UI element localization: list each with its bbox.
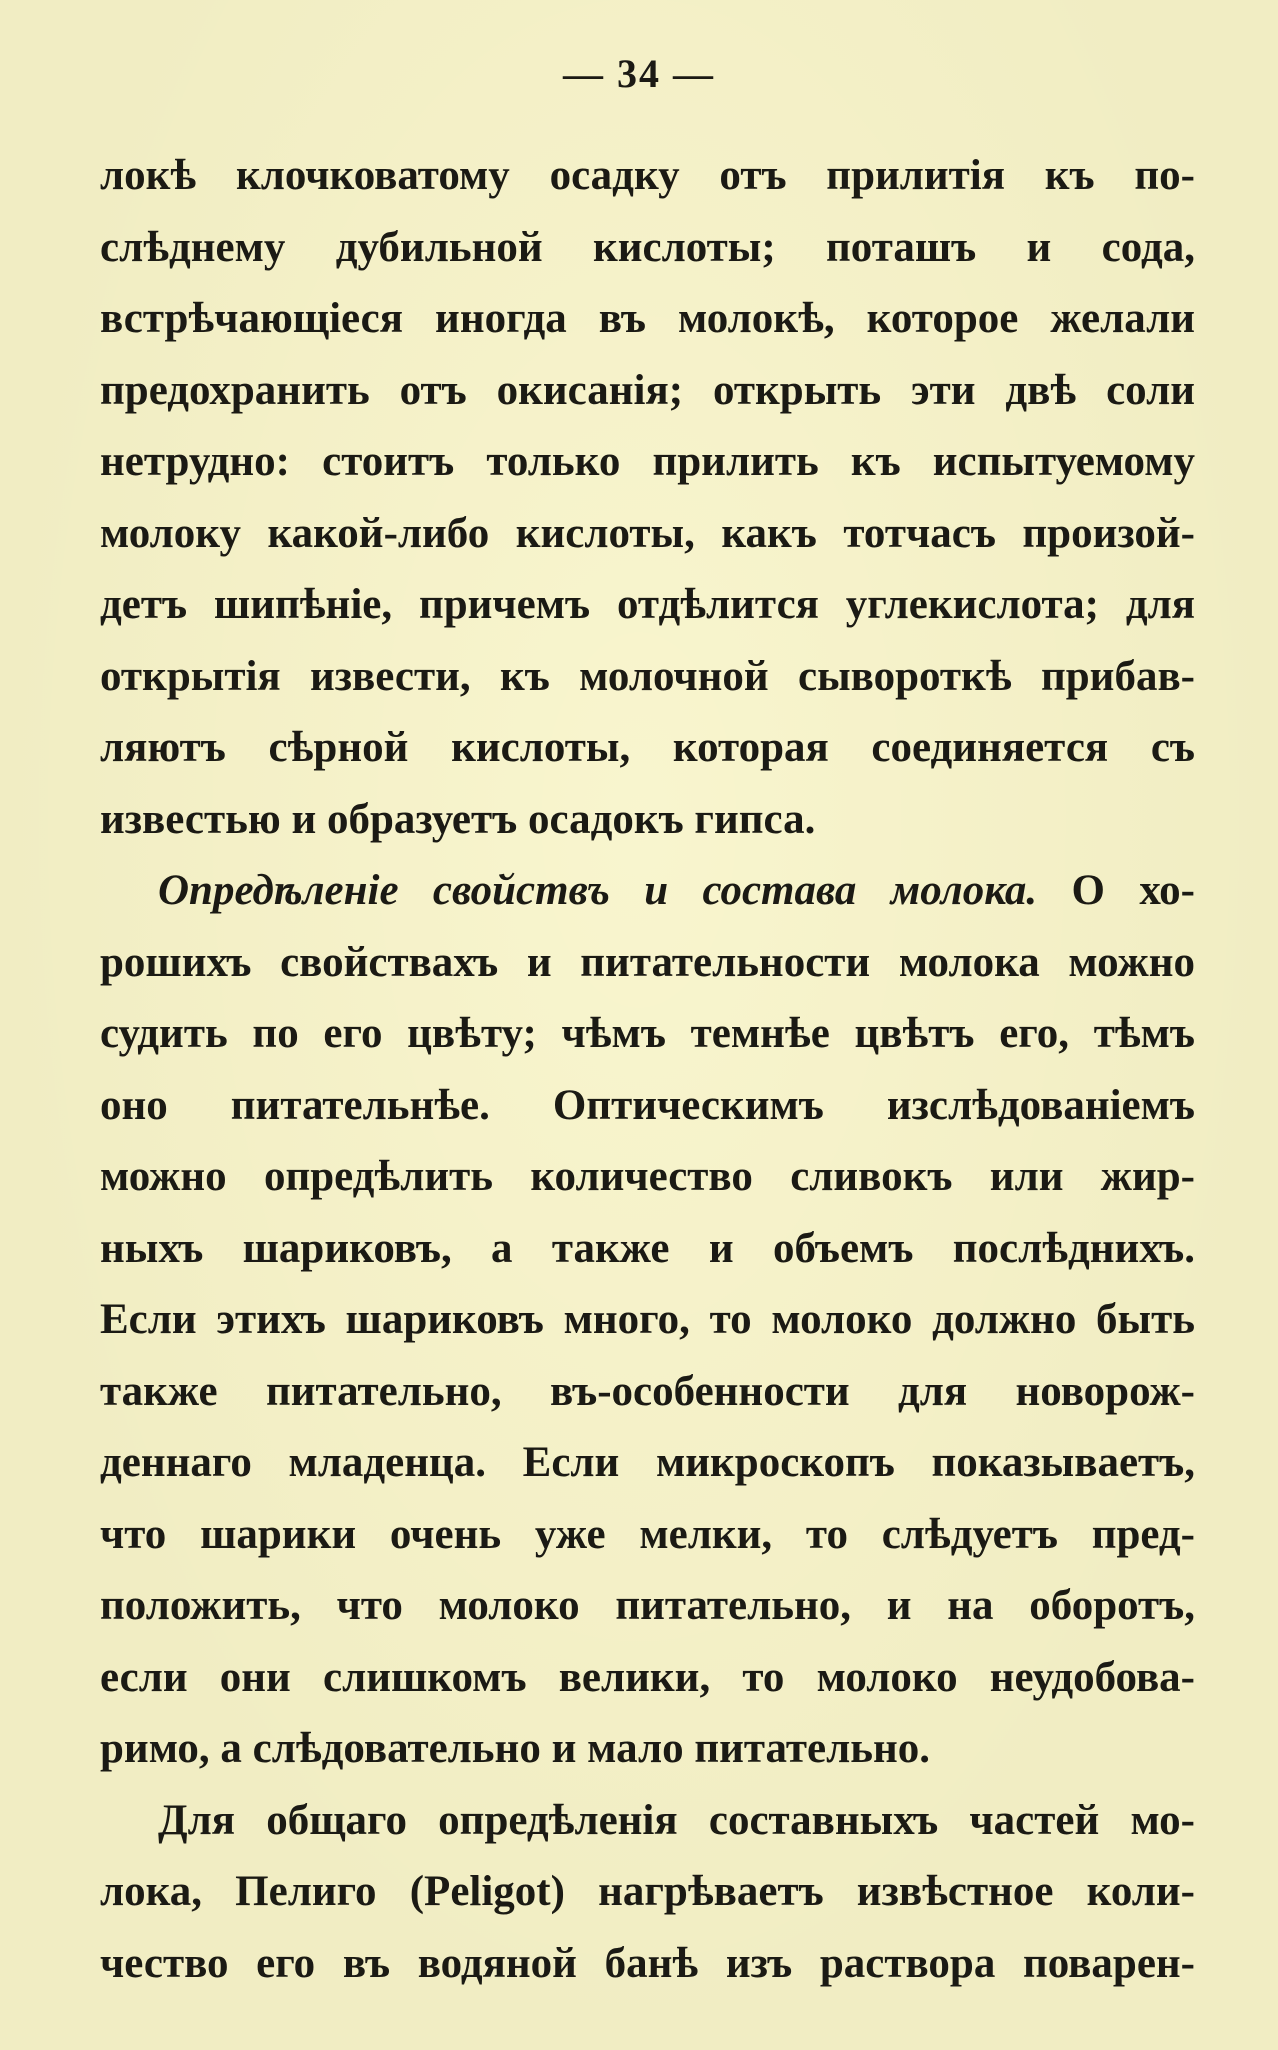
text-line: можно опредѣлить количество сливокъ или жир-: [100, 1153, 1195, 1200]
text-line: ныхъ шариковъ, а также и объемъ послѣднихъ.: [100, 1224, 1195, 1272]
text-line: встрѣчающіеся иногда въ молокѣ, которое желали: [100, 295, 1195, 342]
section-heading: Опредѣленіе свойствъ и состава молока.: [158, 867, 1038, 914]
heading-line-rest: О хо-: [1071, 867, 1195, 914]
text-line: нетрудно: стоитъ только прилить къ испытуемому: [100, 438, 1195, 485]
text-line: римо, а слѣдовательно и мало питательно.: [100, 1725, 931, 1772]
text-line: Если этихъ шариковъ много, то молоко должно быть: [100, 1296, 1195, 1343]
text-line: лока, Пелиго (Peligot) нагрѣваетъ извѣстное коли-: [100, 1868, 1195, 1915]
text-line: если они слишкомъ велики, то молоко неудобова-: [100, 1653, 1195, 1701]
text-line: оно питательнѣе. Оптическимъ изслѣдованіемъ: [100, 1081, 1195, 1129]
text-line: Для общаго опредѣленія составныхъ частей мо-: [158, 1796, 1195, 1844]
text-line: предохранить отъ окисанія; открыть эти двѣ соли: [100, 366, 1195, 414]
text-line: также питательно, въ-особенности для новорож-: [100, 1367, 1195, 1415]
body-text: [100, 140, 1195, 1999]
text-line: судить по его цвѣту; чѣмъ темнѣе цвѣтъ его, тѣмъ: [100, 1010, 1195, 1057]
paragraph-heading-line: [100, 855, 1195, 927]
text-line: слѣднему дубильной кислоты; поташъ и сода,: [100, 223, 1195, 271]
text-line: локѣ клочковатому осадку отъ прилитія къ по-: [100, 152, 1195, 199]
text-line: детъ шипѣніе, причемъ отдѣлится углекислота; для: [100, 581, 1195, 628]
text-line: что шарики очень уже мелки, то слѣдуетъ пред-: [100, 1510, 1195, 1558]
text-line: известью и образуетъ осадокъ гипса.: [100, 795, 816, 843]
text-line: открытія извести, къ молочной сывороткѣ прибав-: [100, 652, 1195, 700]
text-line: деннаго младенца. Если микроскопъ показываетъ,: [100, 1439, 1195, 1486]
text-line: ляютъ сѣрной кислоты, которая соединяется съ: [100, 724, 1195, 771]
text-line: рошихъ свойствахъ и питательности молока можно: [100, 938, 1195, 986]
text-line: чество его въ водяной банѣ изъ раствора поварен-: [100, 1939, 1195, 1987]
text-line: положить, что молоко питательно, и на оборотъ,: [100, 1582, 1195, 1629]
page-number: — 34 —: [563, 51, 715, 96]
text-line: молоку какой-либо кислоты, какъ тотчасъ произой-: [100, 509, 1195, 557]
